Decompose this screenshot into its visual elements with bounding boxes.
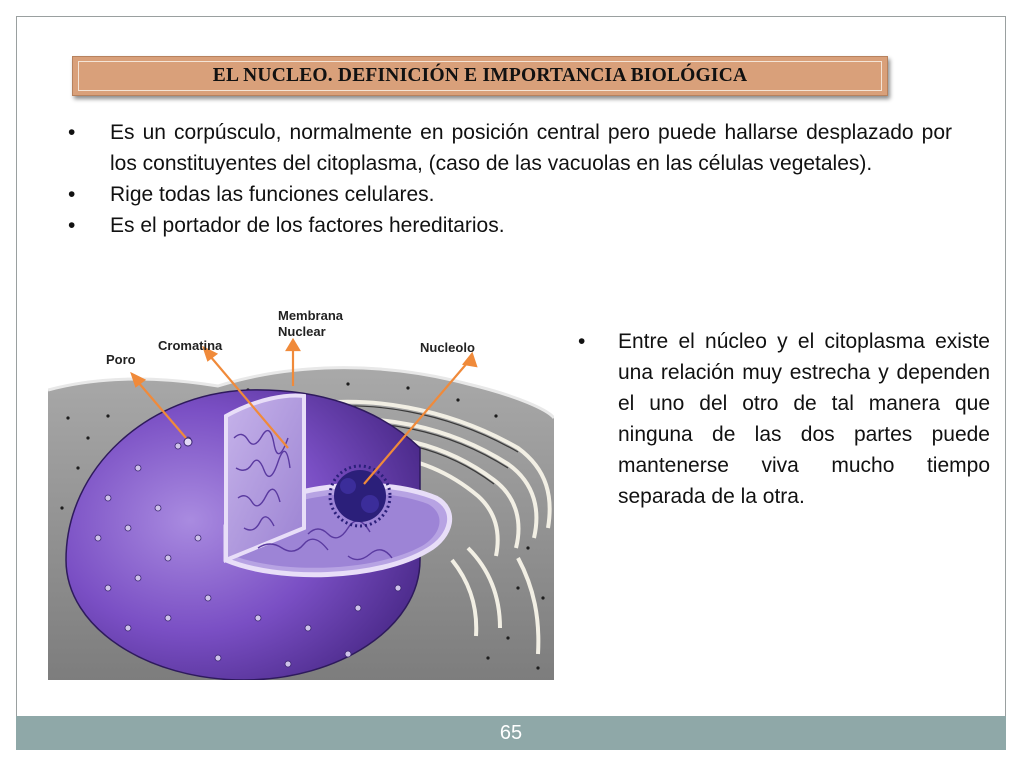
label-membrana-line2: Nuclear	[278, 324, 326, 339]
labeled-pore	[184, 438, 192, 446]
title-inner-border	[78, 61, 882, 91]
bullet-item: • Es un corpúsculo, normalmente en posición central pero puede hallarse desplazado por los constituyentes del citoplasma, (caso de las vacuolas en las células vegetales).	[62, 117, 952, 179]
title-banner	[72, 56, 888, 96]
footer-bar	[16, 716, 1006, 750]
nucleus-illustration	[48, 298, 554, 680]
label-poro: Poro	[106, 352, 136, 367]
nucleus-diagram-svg	[48, 298, 554, 680]
slide-title: EL NUCLEO. DEFINICIÓN E IMPORTANCIA BIOLÓGICA	[212, 65, 748, 86]
label-membrana-line1: Membrana	[278, 308, 344, 323]
bullet-item: • Rige todas las funciones celulares.	[62, 179, 952, 210]
label-nucleolo: Nucleolo	[420, 340, 475, 355]
page-number: 65	[499, 721, 523, 744]
bullet-item: • Entre el núcleo y el citoplasma existe una relación muy estrecha y dependen el uno del otro de tal manera que ninguna de las dos partes puede mantenerse viva mucho tiempo separada de la otra.	[572, 326, 990, 512]
top-bullet-list	[62, 117, 952, 241]
right-bullet-list	[572, 326, 990, 512]
bullet-item: • Es el portador de los factores hereditarios.	[62, 210, 952, 241]
label-cromatina: Cromatina	[158, 338, 223, 353]
